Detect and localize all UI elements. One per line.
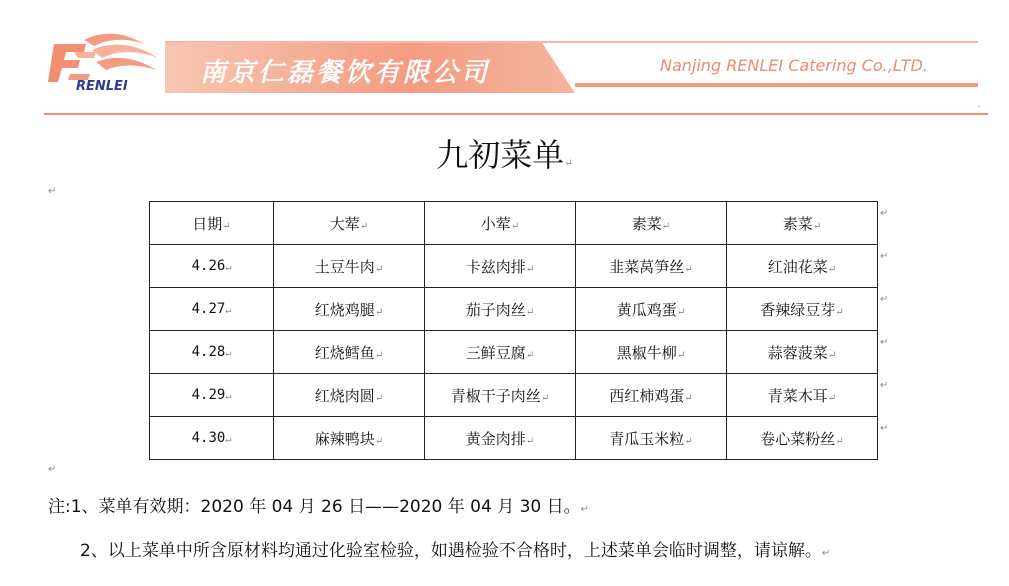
cell-dish: 黑椒牛柳↵ [576,331,727,374]
cell-dish: 西红柿鸡蛋↵ [576,374,727,417]
cell-dish: 红烧鳕鱼↵ [274,331,425,374]
company-name-cn: 南京仁磊餐饮有限公司 [200,58,491,88]
cell-dish: 青椒干子肉丝↵ [425,374,576,417]
header-top-line [165,41,978,43]
paragraph-mark: ↵ [880,294,889,305]
paragraph-mark: . [978,100,981,109]
cell-date: 4.27↵ [150,288,274,331]
header-cell-veg-1: 素菜↵ [576,202,727,245]
paragraph-mark: ↵ [48,186,57,197]
paragraph-mark: ↵ [564,158,573,169]
paragraph-mark: ↵ [880,423,889,434]
title-text: 九初菜单 [436,136,565,174]
note-validity: 注:1、菜单有效期：2020 年 04 月 26 日——2020 年 04 月 30 日。↵ [48,497,590,517]
header-cell-main-meat: 大荤↵ [274,202,425,245]
header-divider [44,113,988,115]
header-cell-side-meat: 小荤↵ [425,202,576,245]
logo-wordmark: RENLEI [76,79,128,94]
cell-dish: 三鲜豆腐↵ [425,331,576,374]
header-band-tail [575,83,978,87]
table-row [150,331,878,374]
cell-dish: 卷心菜粉丝↵ [727,417,878,460]
table-row [150,417,878,460]
note-adjustment: 2、以上菜单中所含原材料均通过化验室检验，如遇检验不合格时，上述菜单会临时调整，请谅解。↵ [80,541,831,561]
cell-dish: 青瓜玉米粒↵ [576,417,727,460]
paragraph-mark: ↵ [880,380,889,391]
paragraph-mark: ↵ [880,337,889,348]
cell-date: 4.29↵ [150,374,274,417]
cell-dish: 黄金肉排↵ [425,417,576,460]
cell-dish: 青菜木耳↵ [727,374,878,417]
table-header-row [150,202,878,245]
header-cell-date: 日期↵ [150,202,274,245]
cell-dish: 香辣绿豆芽↵ [727,288,878,331]
table-row [150,245,878,288]
cell-date: 4.28↵ [150,331,274,374]
cell-dish: 韭菜莴笋丝↵ [576,245,727,288]
cell-dish: 蒜蓉菠菜↵ [727,331,878,374]
header-cell-veg-2: 素菜↵ [727,202,878,245]
company-name-en: Nanjing RENLEI Catering Co.,LTD. [660,56,928,75]
cell-dish: 黄瓜鸡蛋↵ [576,288,727,331]
cell-dish: 麻辣鸭块↵ [274,417,425,460]
paragraph-mark: ↵ [880,208,889,219]
table-row [150,374,878,417]
cell-dish: 红烧肉圆↵ [274,374,425,417]
cell-dish: 红油花菜↵ [727,245,878,288]
cell-dish: 红烧鸡腿↵ [274,288,425,331]
paragraph-mark: ↵ [880,251,889,262]
page-title [0,130,1009,176]
cell-date: 4.30↵ [150,417,274,460]
menu-table [149,201,878,460]
table-row [150,288,878,331]
cell-dish: 茄子肉丝↵ [425,288,576,331]
cell-date: 4.26↵ [150,245,274,288]
cell-dish: 土豆牛肉↵ [274,245,425,288]
company-logo [44,30,162,94]
paragraph-mark: ↵ [48,464,57,475]
cell-dish: 卡兹肉排↵ [425,245,576,288]
